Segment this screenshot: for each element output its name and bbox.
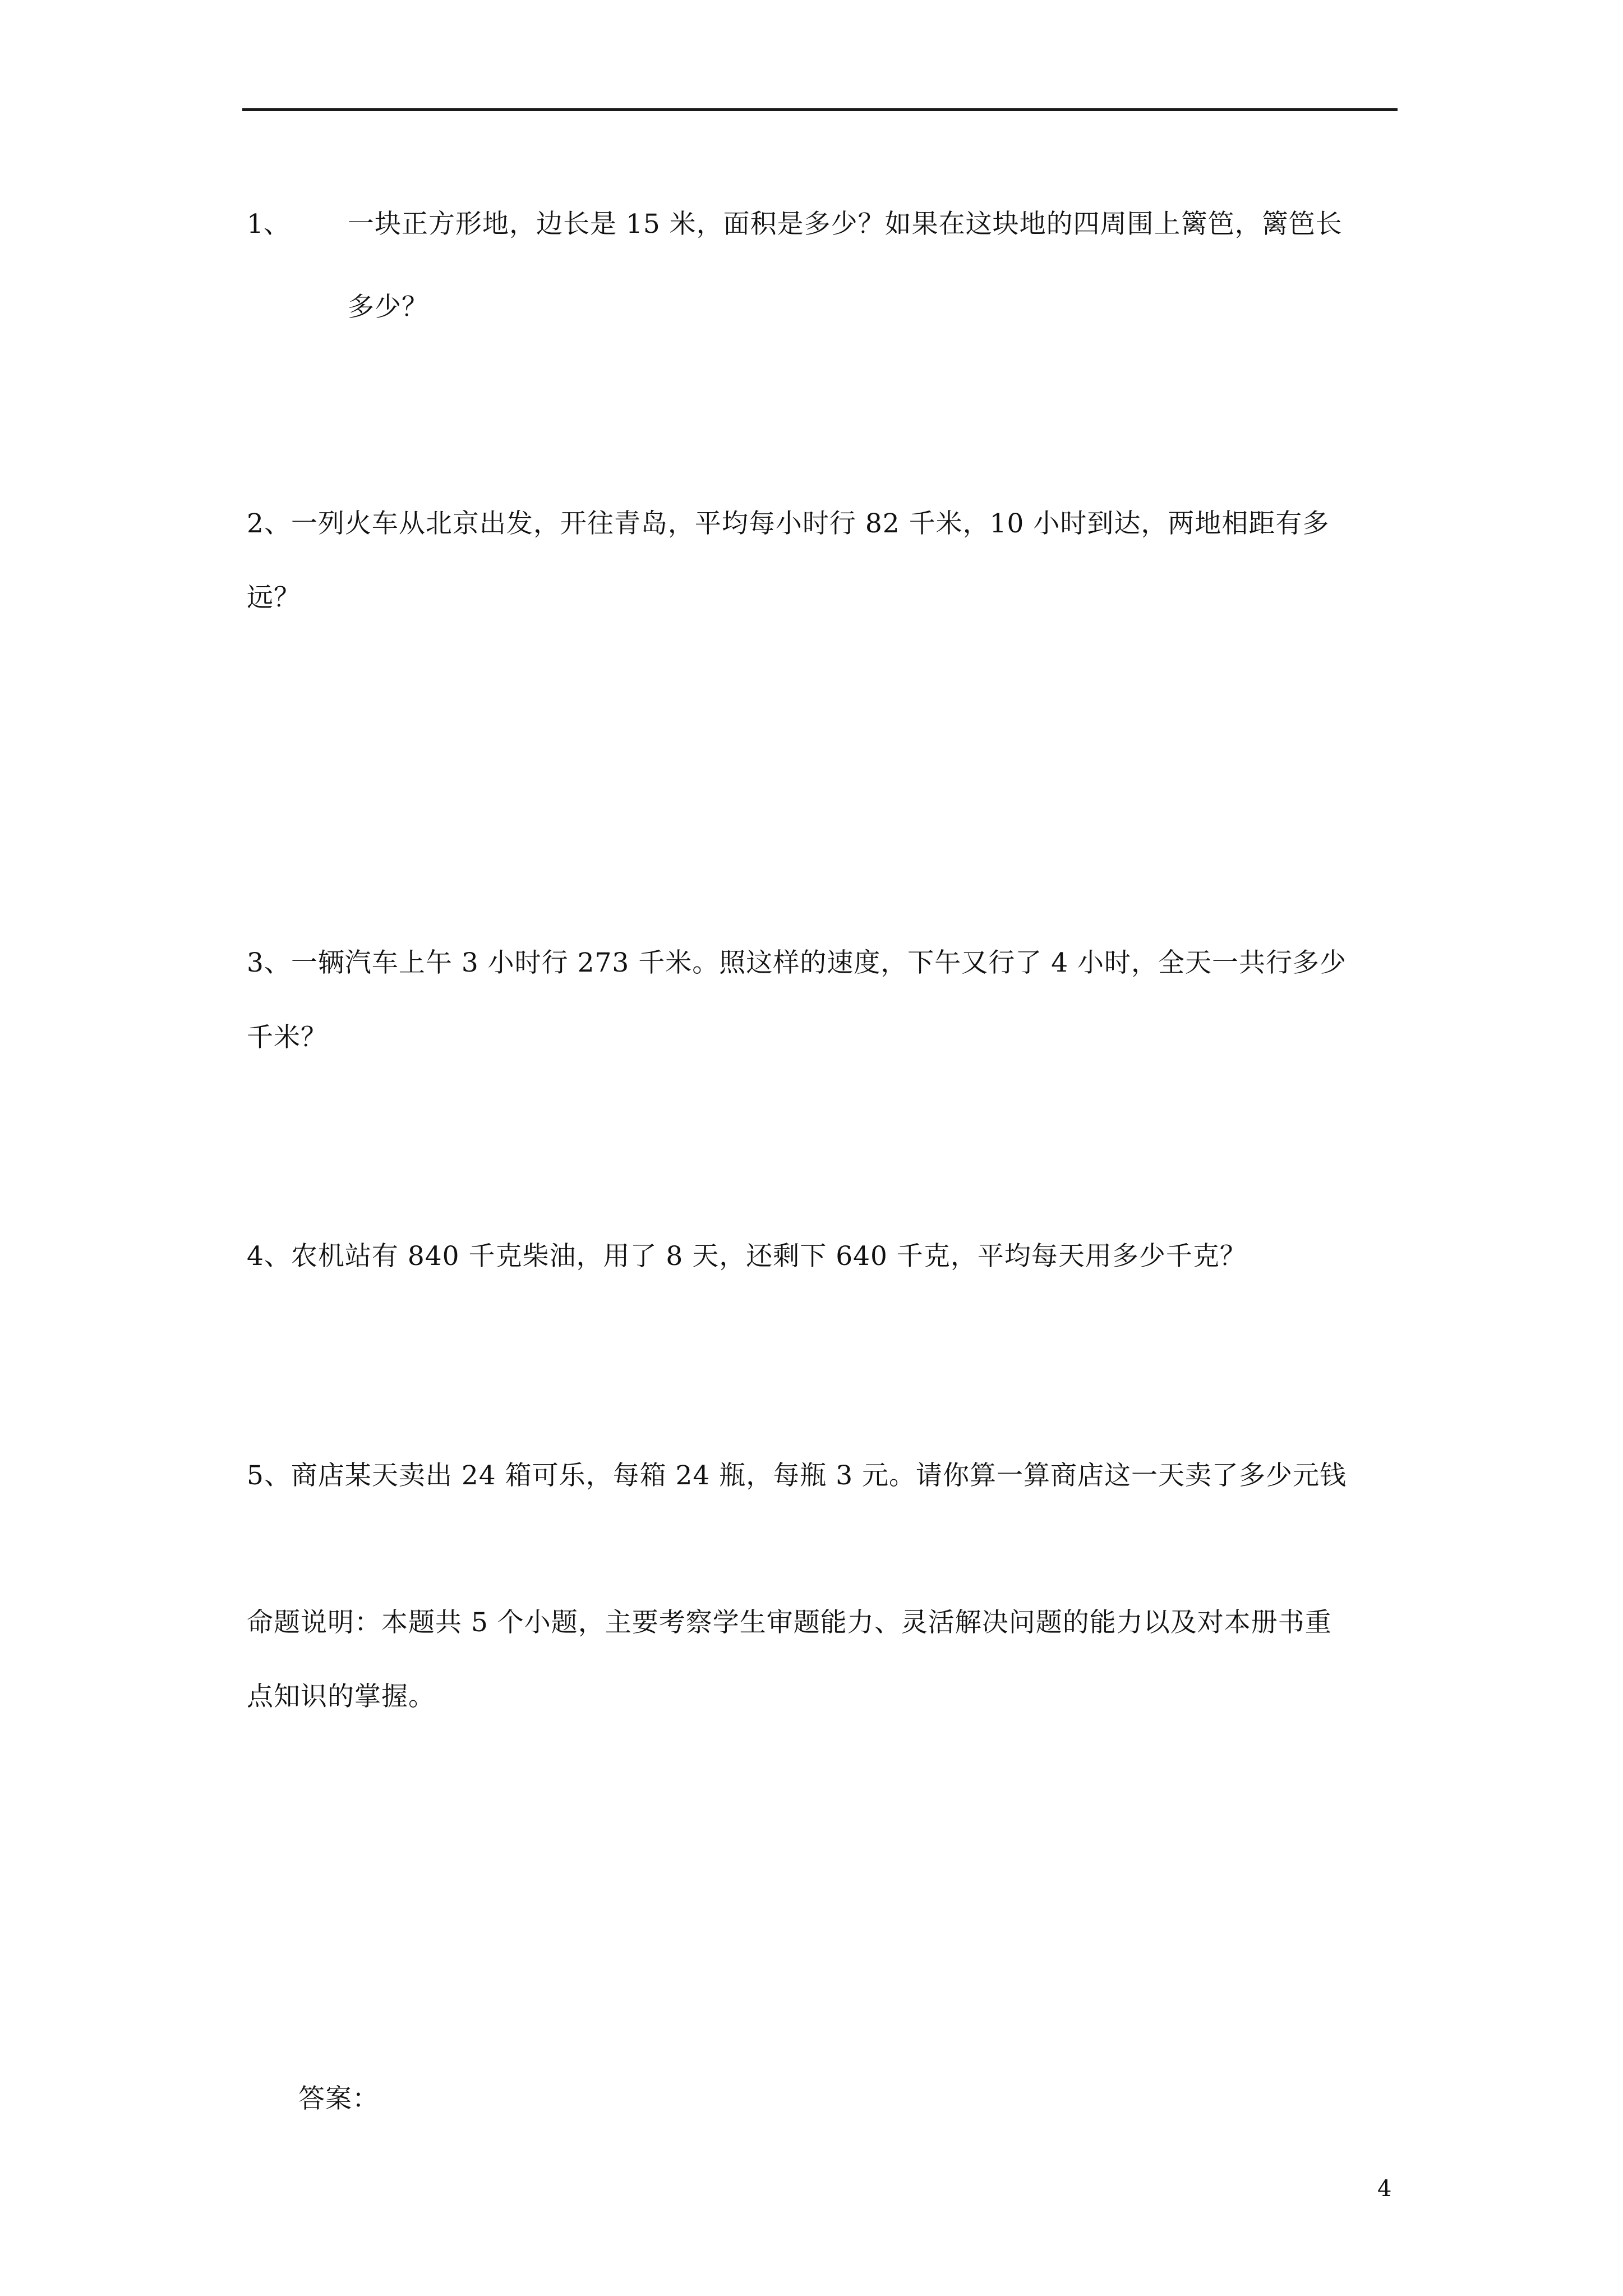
answer-label: 答案： (298, 2083, 379, 2114)
question-5-line-1: 5、商店某天卖出 24 箱可乐，每箱 24 瓶，每瓶 3 元。请你算一算商店这一天卖了多少元钱 (247, 1460, 1347, 1491)
question-2-line-1: 2、一列火车从北京出发，开往青岛，平均每小时行 82 千米，10 小时到达，两地相距有多 (247, 508, 1330, 539)
note-line-2: 点知识的掌握。 (247, 1681, 435, 1712)
question-4-line-1: 4、农机站有 840 千克柴油，用了 8 天，还剩下 640 千克，平均每天用多少千克？ (247, 1241, 1247, 1272)
page-number: 4 (1377, 2176, 1392, 2202)
question-2-line-2: 远？ (247, 582, 301, 613)
note-line-1: 命题说明：本题共 5 个小题，主要考察学生审题能力、灵活解决问题的能力以及对本册书重 (247, 1607, 1332, 1638)
question-1-number: 1、 (247, 209, 290, 240)
question-3-line-1: 3、一辆汽车上午 3 小时行 273 千米。照这样的速度，下午又行了 4 小时，全天一共行多少 (247, 947, 1347, 978)
question-1-line-2: 多少？ (348, 292, 428, 323)
question-1-line-1: 一块正方形地，边长是 15 米，面积是多少？如果在这块地的四周围上篱笆，篱笆长 (348, 209, 1343, 240)
question-3-line-2: 千米？ (247, 1022, 328, 1053)
header-rule (242, 108, 1398, 111)
